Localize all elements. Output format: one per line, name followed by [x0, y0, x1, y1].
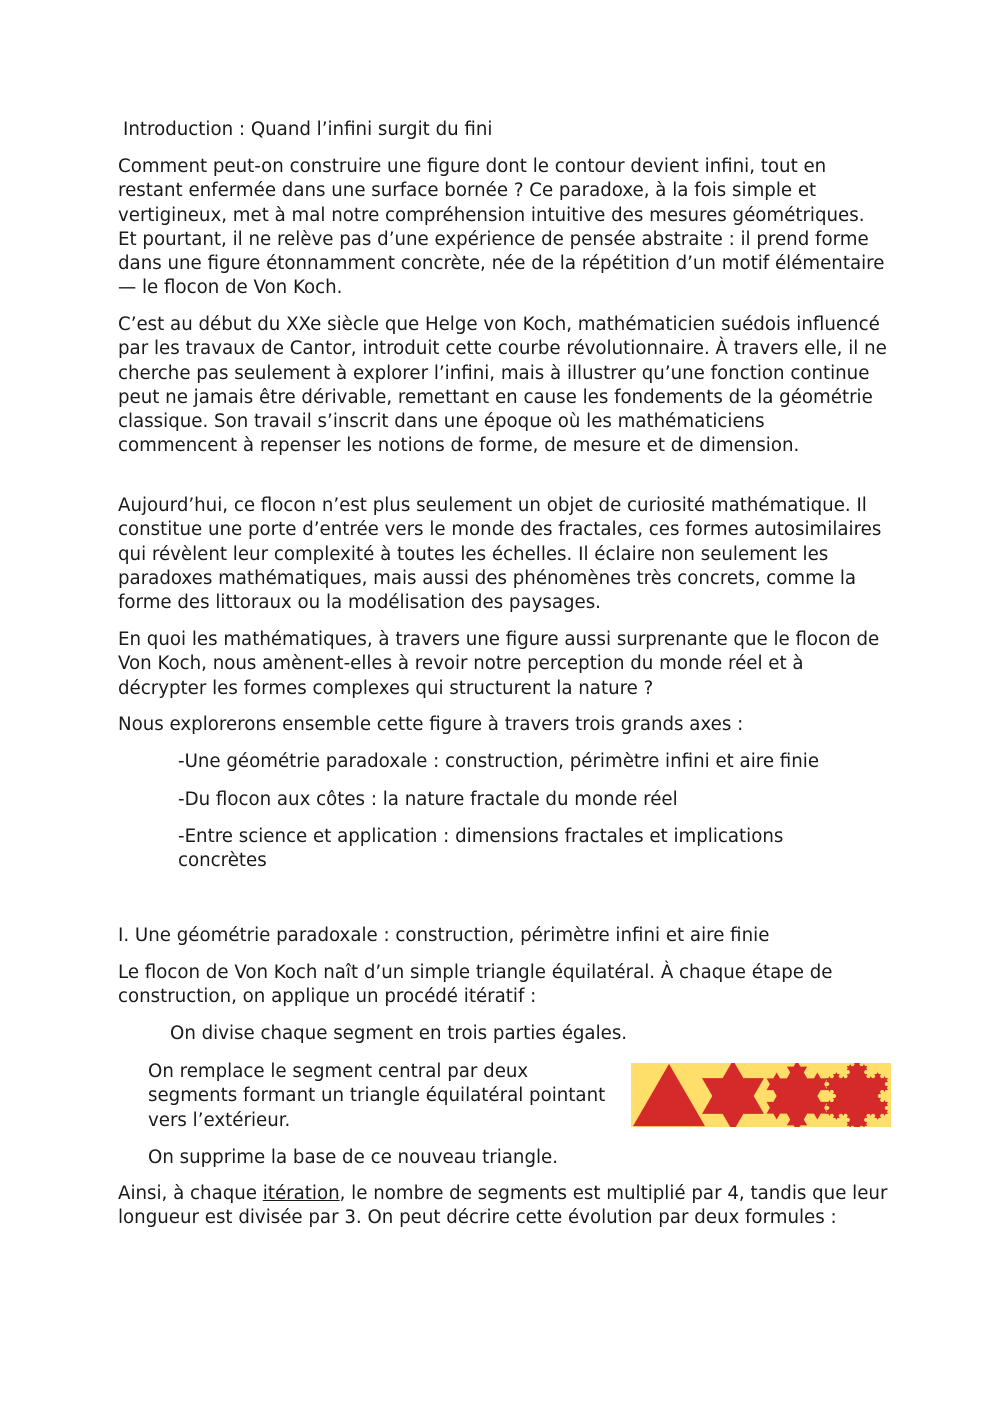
- conclusion-paragraph: [118, 1182, 888, 1231]
- koch-snowflake-iterations: [631, 1063, 891, 1127]
- koch-iteration-3: [826, 1063, 888, 1127]
- axis-item-2: -Du flocon aux côtes : la nature fractale du monde réel: [178, 789, 678, 810]
- axis-item-3: -Entre science et application : dimensions fractales et implications concrètes: [178, 826, 784, 872]
- intro-paragraph-1: Comment peut-on construire une figure dont le contour devient infini, tout en restant enfermée dans une surface bornée ? Ce paradoxe, à la fois simple et vertigineux, met à mal notre compréhension intuitive des mesures géométriques. Et pourtant, il ne relève pas d’une expérience de pensée abstraite : il prend forme dans une figure étonnamment concrète, née de la répétition d’un motif élémentaire — le flocon de Von Koch.: [118, 156, 885, 299]
- step-1: On divise chaque segment en trois parties égales.: [170, 1023, 628, 1044]
- intro-paragraph-2: C’est au début du XXe siècle que Helge von Koch, mathématicien suédois influencé par les travaux de Cantor, introduit cette courbe révolutionnaire. À travers elle, il ne cherche pas seulement à explorer l’infini, mais à illustrer qu’une fonction continue peut ne jamais être dérivable, remettant en cause les fondements de la géométrie classique. Son travail s’inscrit dans une époque où les mathématiciens commencent à repenser les notions de forme, de mesure et de dimension.: [118, 314, 887, 457]
- conclusion-text-end: , le nombre de segments est multiplié par 4, tandis que leur longueur est divisée par 3. On peut décrire cette évolution par deux formules :: [118, 1183, 888, 1229]
- koch-snowflake-figure: [631, 1063, 891, 1127]
- intro-paragraph-3: Aujourd’hui, ce flocon n’est plus seulement un objet de curiosité mathématique. Il constitue une porte d’entrée vers le monde des fractales, ces formes autosimilaires qui révèlent leur complexité à toutes les échelles. Il éclaire non seulement les paradoxes mathématiques, mais aussi des phénomènes très concrets, comme la forme des littoraux ou la modélisation des paysages.: [118, 495, 882, 614]
- intro-paragraph-5: Nous explorerons ensemble cette figure à travers trois grands axes :: [118, 714, 744, 735]
- conclusion-text-start: Ainsi, à chaque: [118, 1183, 263, 1204]
- iteration-link[interactable]: itération: [262, 1183, 340, 1204]
- koch-iteration-0: [633, 1064, 705, 1126]
- koch-iteration-2: [767, 1063, 828, 1127]
- intro-paragraph-4: En quoi les mathématiques, à travers une figure aussi surprenante que le flocon de Von Koch, nous amènent-elles à revoir notre perception du monde réel et à décrypter les formes complexes qui structurent la nature ?: [118, 629, 880, 699]
- step-3: On supprime la base de ce nouveau triangle.: [148, 1147, 559, 1168]
- step-2: On remplace le segment central par deux segments formant un triangle équilatéral pointant vers l’extérieur.: [148, 1061, 606, 1131]
- koch-iteration-1: [702, 1063, 764, 1127]
- axis-item-1: -Une géométrie paradoxale : construction, périmètre infini et aire finie: [178, 751, 820, 772]
- section-1-intro: Le flocon de Von Koch naît d’un simple triangle équilatéral. À chaque étape de construction, on applique un procédé itératif :: [118, 962, 833, 1008]
- intro-title: Introduction : Quand l’infini surgit du fini: [123, 119, 493, 140]
- section-1-title: I. Une géométrie paradoxale : construction, périmètre infini et aire finie: [118, 925, 770, 946]
